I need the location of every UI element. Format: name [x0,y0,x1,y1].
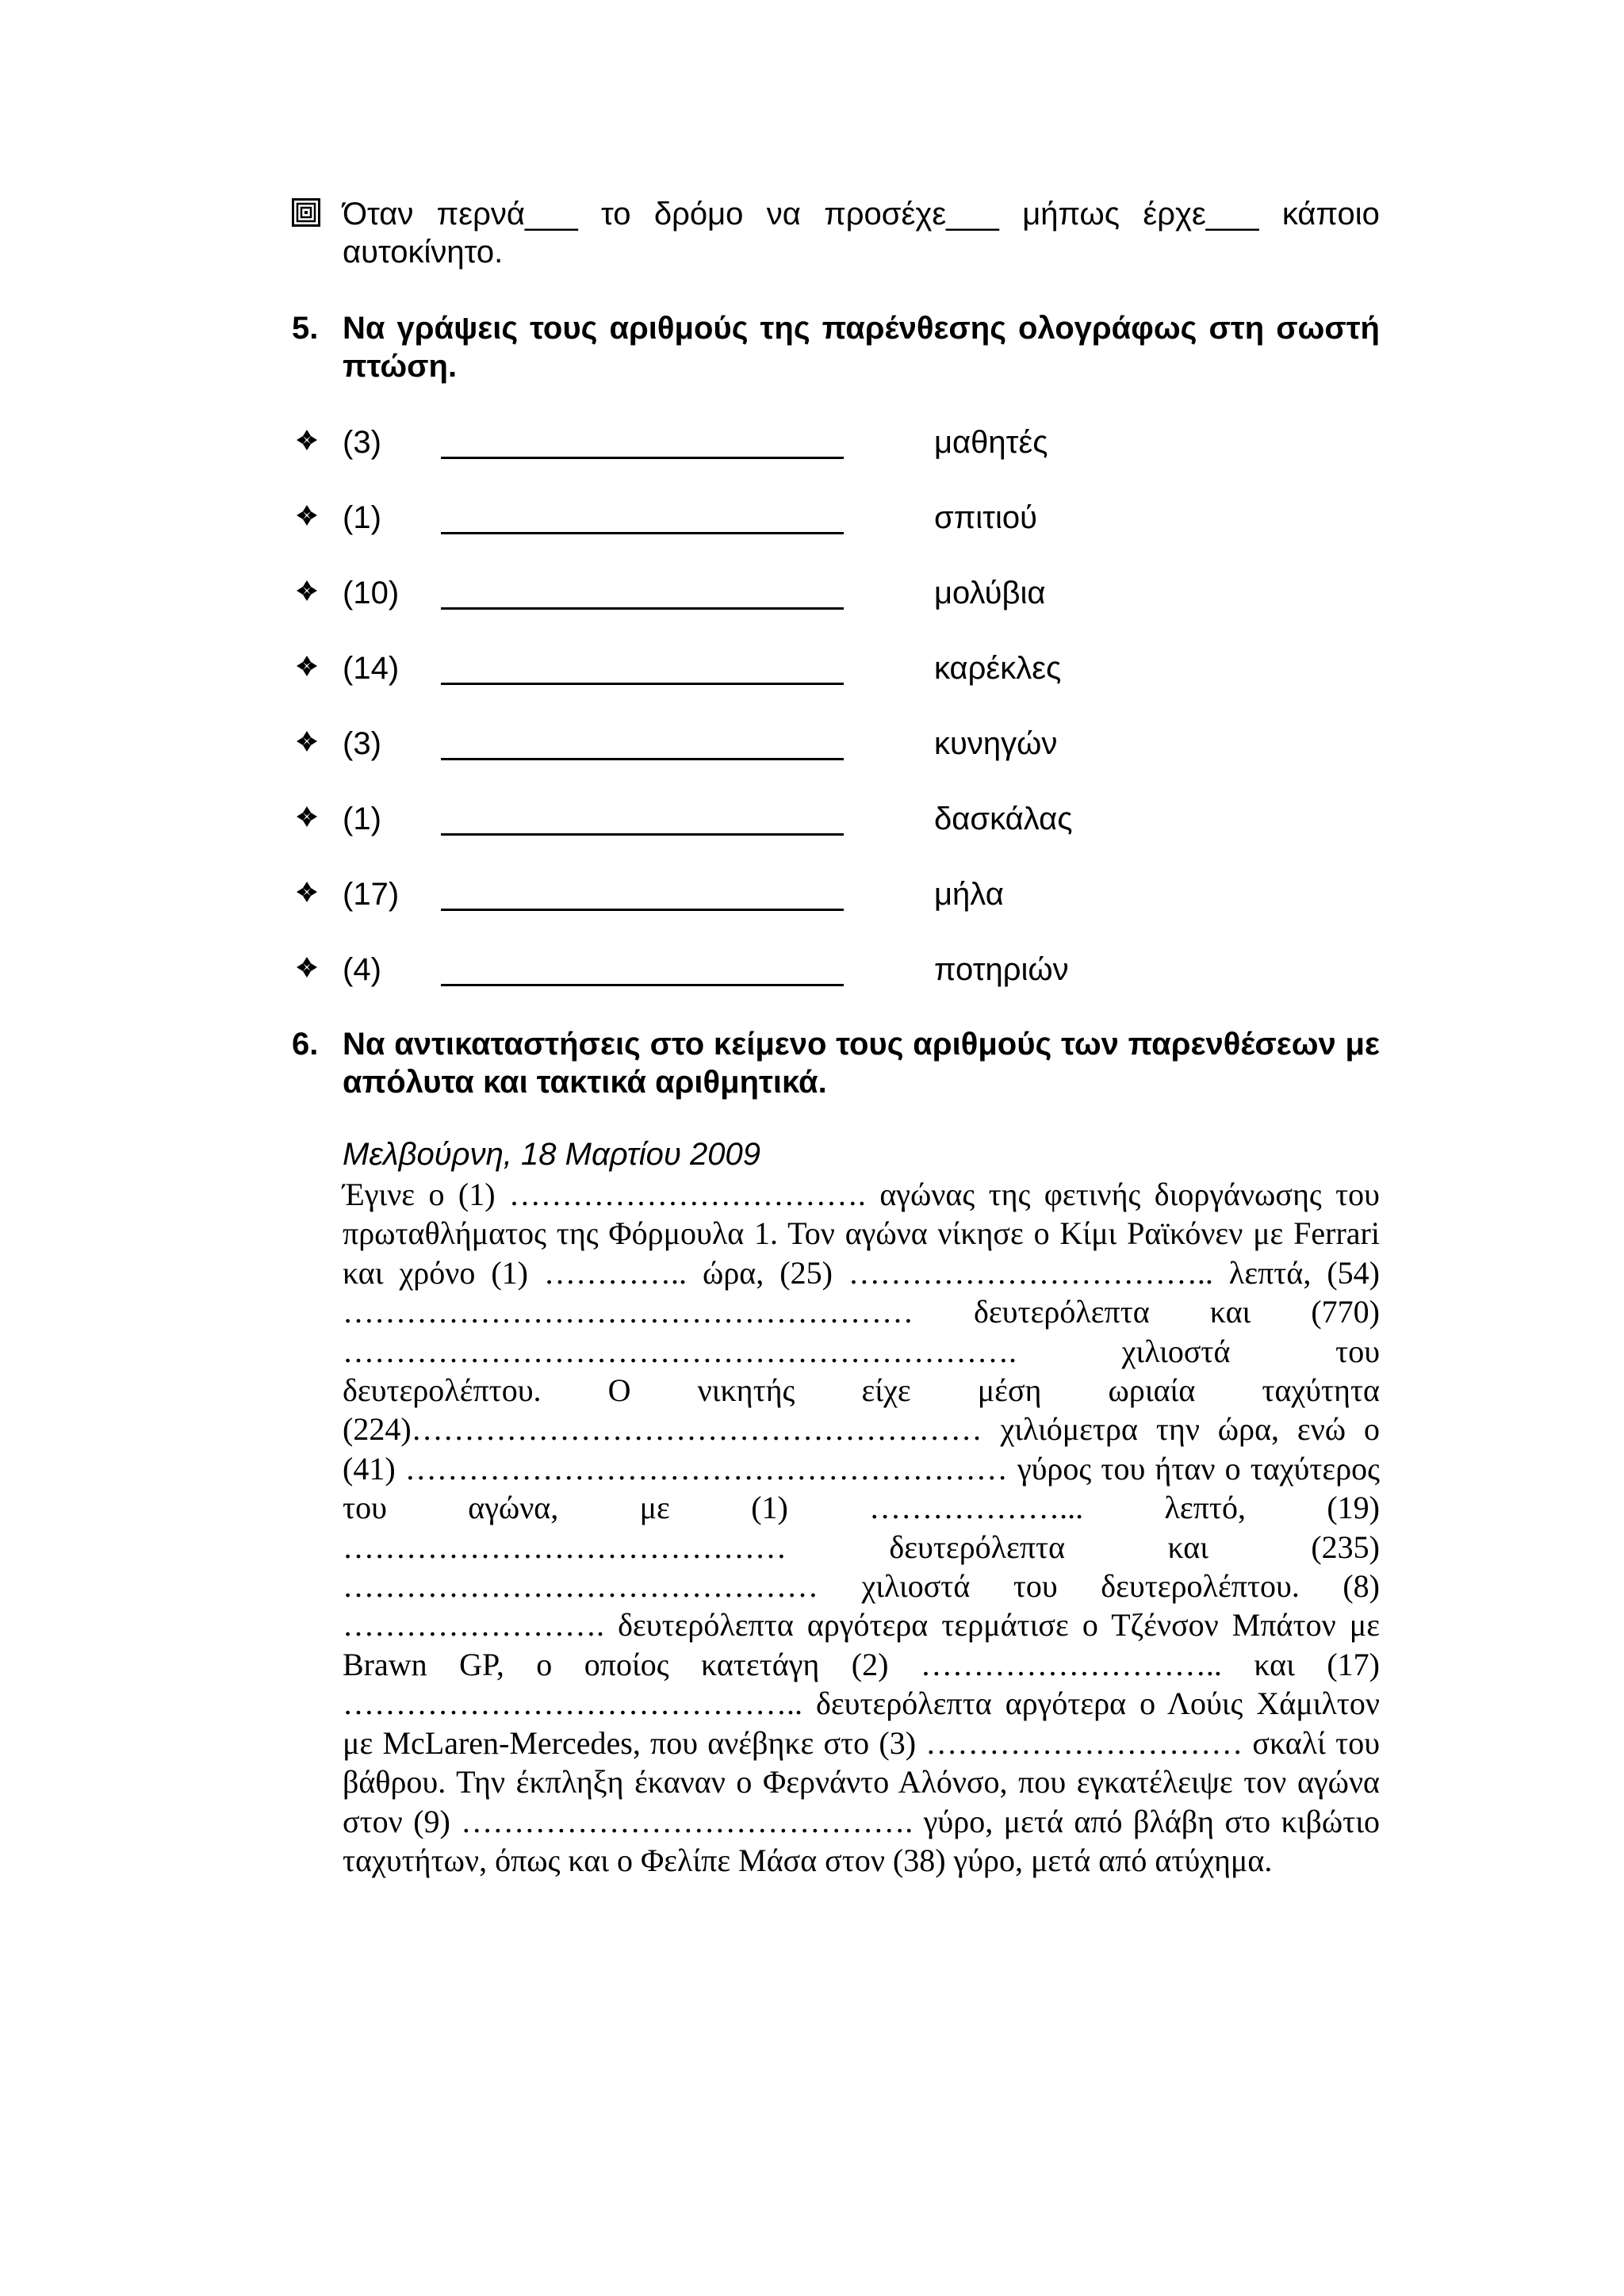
intro-word: μήπως [1022,197,1120,232]
diamond-bullet-icon [295,579,319,603]
item-number: (3) [343,726,381,761]
answer-blank-line[interactable] [441,457,844,459]
intro-word: Όταν [343,197,414,232]
item-word: ποτηριών [934,952,1069,987]
diamond-bullet-icon [295,805,319,828]
answer-blank-line[interactable] [441,532,844,534]
item-number: (1) [343,802,381,836]
item-number: (17) [343,877,400,912]
item-word: καρέκλες [934,651,1062,686]
item-word: μολύβια [934,576,1046,610]
list-item [292,874,1243,915]
square-bullet-icon [292,198,320,227]
item-number: (1) [343,500,381,535]
intro-line-2: αυτοκίνητο. [343,235,504,270]
intro-word: προσέχε___ [824,197,999,232]
list-item [292,648,1243,689]
intro-word: δρόμο [653,197,744,232]
intro-word: έρχε___ [1143,197,1259,232]
list-item [292,497,1243,538]
intro-word: το [601,197,631,232]
diamond-bullet-icon [295,880,319,904]
question-number: 5. [292,311,319,346]
answer-blank-line[interactable] [441,909,844,911]
item-word: κυνηγών [934,726,1058,761]
intro-word: περνά___ [436,197,578,232]
question-text: Να αντικαταστήσεις στο κείμενο τους αριθμούς των παρενθέσεων με απόλυτα και τακτικά αριθμητικά. [343,1027,1380,1100]
answer-blank-line[interactable] [441,758,844,760]
item-number: (14) [343,651,400,686]
intro-sentence [343,195,1380,271]
list-item [292,572,1243,614]
list-item [292,798,1243,840]
diamond-bullet-icon [295,428,319,452]
passage-dateline: Μελβούρνη, 18 Μαρτίου 2009 [343,1137,760,1172]
item-word: σπιτιού [934,500,1037,535]
intro-line-1 [343,195,1380,233]
item-number: (3) [343,425,381,460]
item-word: δασκάλας [934,802,1073,836]
diamond-bullet-icon [295,654,319,678]
question-number: 6. [292,1027,319,1062]
list-item [292,422,1243,463]
diamond-bullet-icon [295,955,319,979]
item-number: (4) [343,952,381,987]
diamond-bullet-icon [295,503,319,527]
answer-blank-line[interactable] [441,833,844,836]
item-word: μήλα [934,877,1004,912]
passage-body: Έγινε ο (1) ……………………………. αγώνας της φετινής διοργάνωσης του πρωταθλήματος της Φόρμουλα 1. Τον αγώνα νίκησε ο Κίμι Ραϊκόνεν με Ferrari και χρόνο (1) ………….. ώρα, (25) …………………………….. λεπτά, (54) ……………………………………………… δευτερόλεπτα και (770) ………………………………………………………. χιλιοστά του δευτερολέπτου. Ο νικητής είχε μέση ωριαία ταχύτητα (224)……………………………………………… χιλιόμετρα την ώρα, ενώ ο (41) ………………………………………………… γύρος του ήταν ο ταχύτερος του αγώνα, με (1) ………………... λεπτό, (19) …………………………………… δευτερόλεπτα και (235) ……………………………………… χιλιοστά του δευτερολέπτου. (8) ……………………. δευτερόλεπτα αργότερα τερμάτισε ο Τζένσον Μπάτον με Brawn GP, ο οποίος κατετάγη (2) ……………………….. και (17) …………………………………….. δευτερόλεπτα αργότερα ο Λούις Χάμιλτον με McLaren-Mercedes, που ανέβηκε στο (3) ………………………… σκαλί του βάθρου. Την έκπληξη έκαναν ο Φερνάντο Αλόνσο, που εγκατέλειψε τον αγώνα στον (9) ……………………………………. γύρο, μετά από βλάβη στο κιβώτιο ταχυτήτων, όπως και ο Φελίπε Μάσα στον (38) γύρο, μετά από ατύχημα. [343,1177,1380,1878]
item-number: (10) [343,576,400,610]
item-word: μαθητές [934,425,1048,460]
intro-word: να [766,197,801,232]
answer-blank-line[interactable] [441,607,844,610]
list-item [292,723,1243,764]
diamond-bullet-icon [295,729,319,753]
passage [343,1134,1380,1880]
answer-blank-line[interactable] [441,683,844,685]
intro-word: κάποιο [1281,197,1380,232]
list-item [292,949,1243,990]
answer-blank-line[interactable] [441,984,844,986]
question-text: Να γράψεις τους αριθμούς της παρένθεσης ολογράφως στη σωστή πτώση. [343,311,1380,384]
